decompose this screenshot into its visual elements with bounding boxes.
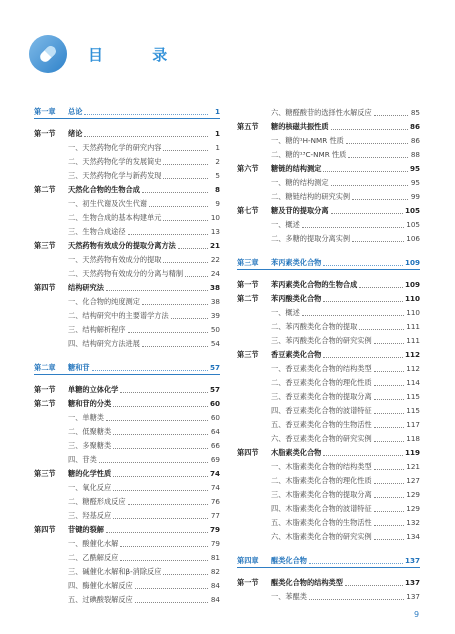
- toc-entry-page: 109: [404, 280, 420, 289]
- dot-leader: [163, 158, 208, 165]
- dot-leader: [374, 505, 405, 512]
- toc-entry-number: 第七节: [237, 206, 259, 215]
- dot-leader: [374, 435, 405, 442]
- toc-entry-page: 79: [209, 525, 220, 534]
- toc-entry-title: 三、羟基反应: [68, 511, 112, 520]
- toc-entry-number: 第二节: [237, 294, 259, 303]
- toc-entry-page: 9: [215, 199, 220, 208]
- dot-leader: [128, 326, 208, 333]
- toc-entry-number: 第一节: [34, 385, 56, 394]
- toc-entry-page: 99: [410, 192, 420, 201]
- toc-sub[interactable]: [34, 507, 220, 521]
- toc-sub[interactable]: [34, 195, 220, 209]
- toc-section[interactable]: [237, 444, 420, 458]
- toc-entry-page: 50: [210, 325, 220, 334]
- toc-entry-page: 88: [410, 150, 420, 159]
- toc-section[interactable]: [237, 276, 420, 290]
- pill-capsule-icon: [28, 34, 68, 74]
- toc-entry-title: 二、多糖的提取分离实例: [271, 234, 351, 243]
- toc-section[interactable]: [237, 574, 420, 588]
- toc-section[interactable]: [237, 346, 420, 360]
- toc-sub[interactable]: [237, 388, 420, 402]
- page-number: 9: [414, 610, 420, 619]
- toc-entry-title: 三、木脂素类化合物的提取分离: [271, 490, 372, 499]
- toc-entry-page: 84: [210, 581, 220, 590]
- toc-sub[interactable]: [34, 293, 220, 307]
- toc-entry-page: 13: [210, 227, 220, 236]
- toc-chapter[interactable]: [237, 255, 420, 270]
- dot-leader: [113, 512, 208, 519]
- toc-entry-title: 六、糖醛酸苷的选择性水解反应: [271, 108, 372, 117]
- dot-leader: [120, 540, 208, 547]
- toc-entry-title: 苯丙素类化合物的生物合成: [271, 280, 358, 289]
- toc-section[interactable]: [237, 202, 420, 216]
- dot-leader: [84, 108, 208, 115]
- toc-entry-page: 5: [215, 171, 220, 180]
- toc-entry-page: 60: [210, 413, 220, 422]
- toc-entry-page: 77: [210, 511, 220, 520]
- toc-sub[interactable]: [237, 304, 420, 318]
- dot-leader: [374, 337, 405, 344]
- toc-entry-title: 木脂素类化合物: [271, 448, 322, 457]
- toc-sub[interactable]: [34, 479, 220, 493]
- toc-entry-title: 结构研究法: [68, 283, 104, 292]
- toc-entry-page: 114: [406, 378, 420, 387]
- toc-entry-page: 85: [410, 108, 420, 117]
- toc-entry-page: 105: [404, 206, 420, 215]
- toc-column-left: [34, 104, 220, 605]
- toc-entry-page: 10: [210, 213, 220, 222]
- toc-entry-title: 五、过碘酸裂解反应: [68, 595, 133, 604]
- toc-entry-page: 81: [210, 553, 220, 562]
- dot-leader: [374, 407, 405, 414]
- toc-sub[interactable]: [237, 230, 420, 244]
- toc-entry-title: 四、木脂素类化合物的波谱特征: [271, 504, 372, 513]
- toc-entry-title: 二、生物合成的基本构建单元: [68, 213, 162, 222]
- toc-sub[interactable]: [34, 493, 220, 507]
- toc-entry-title: 三、结构解析程序: [68, 325, 126, 334]
- toc-entry-page: 64: [210, 427, 220, 436]
- toc-entry-title: 苯丙素类化合物: [271, 258, 322, 267]
- toc-entry-number: 第二章: [34, 363, 56, 372]
- toc-entry-title: 一、天然药物化学的研究内容: [68, 143, 162, 152]
- toc-entry-title: 一、糖的¹H-NMR 性质: [271, 136, 344, 145]
- toc-section[interactable]: [237, 160, 420, 174]
- dot-leader: [374, 421, 405, 428]
- toc-entry-title: 四、苷类: [68, 455, 97, 464]
- toc-entry-page: 84: [210, 595, 220, 604]
- toc-sub[interactable]: [34, 451, 220, 465]
- toc-sub[interactable]: [237, 528, 420, 542]
- toc-section[interactable]: [34, 237, 220, 251]
- dot-leader: [374, 365, 405, 372]
- toc-entry-page: 2: [215, 157, 220, 166]
- toc-entry-page: 74: [209, 469, 220, 478]
- dot-leader: [99, 456, 208, 463]
- dot-leader: [113, 484, 208, 491]
- toc-sub[interactable]: [34, 437, 220, 451]
- toc-entry-title: 二、苯丙酸类化合物的提取: [271, 322, 358, 331]
- toc-entry-title: 一、氧化反应: [68, 483, 112, 492]
- toc-entry-title: 二、天然药物化学的发展简史: [68, 157, 162, 166]
- dot-leader: [348, 151, 408, 158]
- toc-sub[interactable]: [34, 335, 220, 349]
- dot-leader: [120, 386, 208, 393]
- toc-sub[interactable]: [237, 416, 420, 430]
- toc-entry-page: 105: [406, 220, 420, 229]
- toc-entry-number: 第四章: [237, 556, 259, 565]
- page-title: 目 录: [88, 46, 190, 64]
- toc-entry-page: 86: [410, 136, 420, 145]
- toc-sub[interactable]: [237, 514, 420, 528]
- toc-sub[interactable]: [34, 409, 220, 423]
- toc-entry-title: 二、乙酰解反应: [68, 553, 119, 562]
- toc-entry-page: 137: [404, 578, 420, 587]
- toc-entry-page: 115: [406, 392, 420, 401]
- dot-leader: [92, 364, 208, 371]
- toc-entry-page: 57: [209, 385, 220, 394]
- toc-entry-title: 一、概述: [271, 220, 300, 229]
- toc-entry-title: 一、酸催化水解: [68, 539, 119, 548]
- toc-section[interactable]: [34, 395, 220, 409]
- toc-entry-page: 22: [210, 255, 220, 264]
- toc-entry-page: 121: [406, 462, 420, 471]
- dot-leader: [323, 259, 403, 266]
- toc-sub[interactable]: [34, 251, 220, 265]
- dot-leader: [302, 221, 405, 228]
- toc-entry-number: 第四节: [34, 283, 56, 292]
- toc-entry-page: 86: [409, 122, 420, 131]
- dot-leader: [323, 351, 403, 358]
- toc-entry-page: 129: [406, 504, 420, 513]
- toc-entry-page: 112: [406, 364, 420, 373]
- toc-entry-title: 糖和苷的分类: [68, 399, 112, 408]
- toc-entry-title: 绪论: [68, 129, 83, 138]
- dot-leader: [106, 526, 208, 533]
- toc-entry-title: 天然化合物的生物合成: [68, 185, 140, 194]
- toc-entry-page: 1: [214, 129, 220, 138]
- toc-sub[interactable]: [34, 423, 220, 437]
- dot-leader: [185, 270, 208, 277]
- toc-section[interactable]: [237, 290, 420, 304]
- toc-entry-page: 118: [406, 434, 420, 443]
- toc-entry-page: 74: [210, 483, 220, 492]
- toc-section[interactable]: [34, 381, 220, 395]
- dot-leader: [142, 298, 208, 305]
- toc-entry-number: 第三节: [34, 241, 56, 250]
- toc-entry-page: 69: [210, 455, 220, 464]
- toc-entry-title: 四、结构研究方法进展: [68, 339, 140, 348]
- toc-sub[interactable]: [237, 486, 420, 500]
- toc-section[interactable]: [34, 465, 220, 479]
- toc-entry-page: 66: [210, 441, 220, 450]
- dot-leader: [163, 256, 208, 263]
- toc-entry-number: 第五节: [237, 122, 259, 131]
- dot-leader: [106, 284, 208, 291]
- toc-entry-title: 二、糖的¹³C-NMR 性质: [271, 150, 347, 159]
- toc-entry-page: 111: [406, 336, 420, 345]
- toc-entry-number: 第三节: [34, 469, 56, 478]
- toc-entry-title: 糖的核磁共振性质: [271, 122, 329, 131]
- toc-entry-title: 一、木脂素类化合物的结构类型: [271, 462, 372, 471]
- toc-column-right: [237, 104, 420, 602]
- dot-leader: [359, 323, 404, 330]
- toc-entry-page: 115: [406, 406, 420, 415]
- toc-sub[interactable]: [237, 374, 420, 388]
- toc-chapter[interactable]: [237, 553, 420, 568]
- toc-sub[interactable]: [237, 402, 420, 416]
- toc-entry-title: 苷键的裂解: [68, 525, 104, 534]
- dot-leader: [113, 470, 208, 477]
- dot-leader: [352, 193, 408, 200]
- toc-sub[interactable]: [237, 472, 420, 486]
- dot-leader: [163, 172, 208, 179]
- toc-entry-page: 127: [406, 476, 420, 485]
- toc-entry-number: 第二节: [34, 185, 56, 194]
- toc-entry-title: 二、糖链结构的研究实例: [271, 192, 351, 201]
- toc-sub[interactable]: [34, 153, 220, 167]
- dot-leader: [163, 214, 208, 221]
- toc-entry-title: 醌类化合物的结构类型: [271, 578, 343, 587]
- toc-entry-title: 一、苯醌类: [271, 592, 307, 601]
- dot-leader: [374, 533, 405, 540]
- dot-leader: [128, 228, 208, 235]
- toc-entry-page: 79: [210, 539, 220, 548]
- dot-leader: [374, 109, 408, 116]
- toc-entry-title: 三、碱催化水解和β-消除反应: [68, 567, 162, 576]
- dot-leader: [163, 144, 208, 151]
- dot-leader: [346, 137, 408, 144]
- toc-sub[interactable]: [237, 332, 420, 346]
- toc-sub[interactable]: [34, 167, 220, 181]
- toc-entry-page: 8: [214, 185, 220, 194]
- toc-sub[interactable]: [237, 132, 420, 146]
- dot-leader: [323, 295, 403, 302]
- toc-entry-page: 112: [404, 350, 420, 359]
- toc-entry-title: 二、糖醛形成反应: [68, 497, 126, 506]
- toc-sub[interactable]: [237, 216, 420, 230]
- toc-entry-page: 109: [404, 258, 420, 267]
- toc-entry-title: 三、多聚糖类: [68, 441, 112, 450]
- dot-leader: [345, 579, 403, 586]
- toc-entry-title: 五、香豆素类化合物的生物活性: [271, 420, 372, 429]
- toc-entry-title: 单糖的立体化学: [68, 385, 119, 394]
- dot-leader: [352, 235, 404, 242]
- toc-chapter[interactable]: [34, 104, 220, 119]
- toc-entry-title: 二、天然药物有效成分的分离与精制: [68, 269, 184, 278]
- toc-sub[interactable]: [237, 500, 420, 514]
- dot-leader: [374, 519, 405, 526]
- toc-section[interactable]: [34, 279, 220, 293]
- dot-leader: [331, 123, 408, 130]
- toc-sub[interactable]: [237, 318, 420, 332]
- toc-section[interactable]: [34, 125, 220, 139]
- toc-entry-title: 糖链的结构测定: [271, 164, 322, 173]
- toc-entry-title: 天然药物有效成分的提取分离方法: [68, 241, 176, 250]
- toc-entry-number: 第一节: [237, 578, 259, 587]
- toc-entry-title: 一、初生代谢及次生代谢: [68, 199, 148, 208]
- toc-entry-page: 54: [210, 339, 220, 348]
- toc-entry-page: 95: [409, 164, 420, 173]
- toc-entry-page: 129: [406, 490, 420, 499]
- toc-entry-page: 111: [406, 322, 420, 331]
- dot-leader: [374, 463, 405, 470]
- toc-entry-title: 三、香豆素类化合物的提取分离: [271, 392, 372, 401]
- toc-sub[interactable]: [34, 591, 220, 605]
- toc-entry-title: 二、结构研究中的主要谱学方法: [68, 311, 169, 320]
- toc-entry-number: 第三节: [237, 350, 259, 359]
- toc-entry-number: 第一节: [34, 129, 56, 138]
- toc-entry-page: 82: [210, 567, 220, 576]
- toc-section[interactable]: [237, 118, 420, 132]
- toc-entry-title: 四、香豆素类化合物的波谱特征: [271, 406, 372, 415]
- toc-sub[interactable]: [237, 174, 420, 188]
- toc-entry-page: 134: [406, 532, 420, 541]
- dot-leader: [323, 449, 403, 456]
- toc-entry-title: 五、木脂素类化合物的生物活性: [271, 518, 372, 527]
- toc-sub[interactable]: [34, 535, 220, 549]
- toc-entry-number: 第一节: [237, 280, 259, 289]
- toc-sub[interactable]: [237, 588, 420, 602]
- toc-entry-page: 137: [406, 592, 420, 601]
- dot-leader: [309, 593, 404, 600]
- toc-sub[interactable]: [237, 104, 420, 118]
- dot-leader: [142, 340, 208, 347]
- toc-section[interactable]: [34, 521, 220, 535]
- toc-sub[interactable]: [34, 321, 220, 335]
- toc-entry-title: 二、木脂素类化合物的理化性质: [271, 476, 372, 485]
- toc-entry-title: 一、概述: [271, 308, 300, 317]
- toc-entry-page: 1: [214, 107, 220, 116]
- dot-leader: [178, 242, 208, 249]
- toc-entry-title: 糖的化学性质: [68, 469, 112, 478]
- toc-entry-title: 四、酶催化水解反应: [68, 581, 133, 590]
- toc-sub[interactable]: [34, 139, 220, 153]
- dot-leader: [171, 312, 208, 319]
- toc-sub[interactable]: [237, 188, 420, 202]
- toc-entry-page: 39: [210, 311, 220, 320]
- dot-leader: [142, 186, 208, 193]
- toc-entry-number: 第四节: [237, 448, 259, 457]
- toc-entry-title: 香豆素类化合物: [271, 350, 322, 359]
- dot-leader: [359, 281, 403, 288]
- toc-entry-title: 苯丙酸类化合物: [271, 294, 322, 303]
- toc-entry-page: 117: [406, 420, 420, 429]
- toc-entry-title: 一、香豆素类化合物的结构类型: [271, 364, 372, 373]
- dot-leader: [309, 557, 403, 564]
- toc-entry-page: 110: [406, 308, 420, 317]
- dot-leader: [113, 428, 208, 435]
- toc-section[interactable]: [34, 181, 220, 195]
- toc-sub[interactable]: [34, 563, 220, 577]
- toc-sub[interactable]: [237, 360, 420, 374]
- toc-entry-title: 糖及苷的提取分离: [271, 206, 329, 215]
- toc-sub[interactable]: [34, 549, 220, 563]
- dot-leader: [331, 207, 403, 214]
- toc-entry-title: 总论: [68, 107, 83, 116]
- toc-sub[interactable]: [34, 223, 220, 237]
- dot-leader: [149, 200, 208, 207]
- toc-entry-title: 二、香豆素类化合物的理化性质: [271, 378, 372, 387]
- dot-leader: [113, 400, 208, 407]
- dot-leader: [106, 414, 208, 421]
- toc-entry-title: 一、糖的结构测定: [271, 178, 329, 187]
- toc-sub[interactable]: [237, 146, 420, 160]
- toc-entry-page: 76: [210, 497, 220, 506]
- toc-entry-title: 一、单糖类: [68, 413, 104, 422]
- toc-entry-number: 第四节: [34, 525, 56, 534]
- toc-sub[interactable]: [34, 307, 220, 321]
- toc-entry-title: 六、香豆素类化合物的研究实例: [271, 434, 372, 443]
- dot-leader: [120, 554, 208, 561]
- toc-entry-title: 糖和苷: [68, 363, 90, 372]
- toc-entry-number: 第三章: [237, 258, 259, 267]
- toc-entry-title: 六、木脂素类化合物的研究实例: [271, 532, 372, 541]
- toc-entry-page: 110: [404, 294, 420, 303]
- toc-sub[interactable]: [237, 430, 420, 444]
- toc-entry-number: 第二节: [34, 399, 56, 408]
- dot-leader: [323, 165, 408, 172]
- dot-leader: [374, 393, 405, 400]
- toc-entry-page: 24: [210, 269, 220, 278]
- dot-leader: [374, 379, 405, 386]
- toc-entry-page: 57: [209, 363, 220, 372]
- dot-leader: [163, 568, 208, 575]
- toc-entry-number: 第六节: [237, 164, 259, 173]
- toc-entry-title: 二、低聚糖类: [68, 427, 112, 436]
- dot-leader: [374, 491, 405, 498]
- toc-chapter[interactable]: [34, 360, 220, 375]
- toc-entry-page: 119: [404, 448, 420, 457]
- toc-entry-title: 三、苯丙酸类化合物的研究实例: [271, 336, 372, 345]
- toc-sub[interactable]: [34, 577, 220, 591]
- toc-entry-page: 21: [209, 241, 220, 250]
- dot-leader: [135, 582, 208, 589]
- dot-leader: [84, 130, 208, 137]
- toc-entry-title: 三、生物合成途径: [68, 227, 126, 236]
- dot-leader: [331, 179, 408, 186]
- toc-entry-title: 醌类化合物: [271, 556, 307, 565]
- dot-leader: [135, 596, 208, 603]
- dot-leader: [128, 498, 208, 505]
- toc-entry-title: 一、化合物的纯度测定: [68, 297, 140, 306]
- toc-entry-page: 137: [404, 556, 420, 565]
- toc-entry-page: 95: [410, 178, 420, 187]
- dot-leader: [113, 442, 208, 449]
- toc-entry-page: 1: [215, 143, 220, 152]
- toc-entry-title: 三、天然药物化学与新药发现: [68, 171, 162, 180]
- toc-entry-page: 106: [406, 234, 420, 243]
- toc-entry-page: 38: [209, 283, 220, 292]
- toc-entry-page: 60: [209, 399, 220, 408]
- toc-sub[interactable]: [34, 265, 220, 279]
- toc-entry-number: 第一章: [34, 107, 56, 116]
- toc-sub[interactable]: [237, 458, 420, 472]
- toc-entry-page: 38: [210, 297, 220, 306]
- toc-entry-title: 一、天然药物有效成分的提取: [68, 255, 162, 264]
- toc-entry-page: 132: [406, 518, 420, 527]
- dot-leader: [374, 477, 405, 484]
- toc-sub[interactable]: [34, 209, 220, 223]
- dot-leader: [302, 309, 405, 316]
